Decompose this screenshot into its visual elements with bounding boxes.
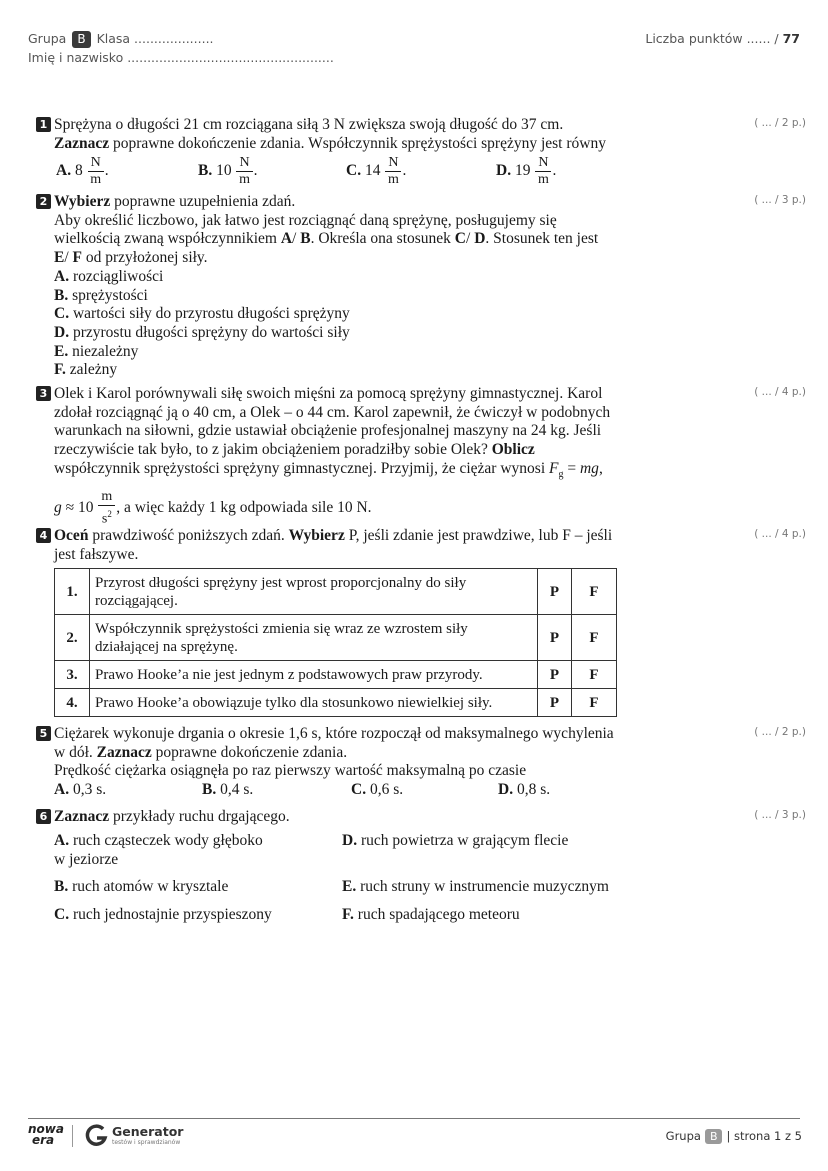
header-group-line [28,31,214,48]
instruction-keyword: Zaznacz [54,808,110,825]
points-label: Liczba punktów ...... / [645,31,779,46]
option-c[interactable]: C. ruch jednostajnie przyspieszony [54,906,272,923]
true-false-table [54,568,617,717]
question-text: w dół. Zaznacz poprawne dokończenie zdania. [54,743,348,761]
false-option[interactable]: F [572,689,617,717]
nowa-era-logo: nowa era [28,1122,64,1147]
question-text: warunkach na siłowni, gdzie ustawiał obciążenie profesjonalnej maszyny na 24 kg. Jeśli [54,422,602,440]
question-text: współczynnik sprężystości sprężyny gimnastycznej. Przyjmij, że ciężar wynosi $F_g$ = mg, [54,459,603,480]
option-f[interactable]: F. ruch spadającego meteoru [342,906,520,923]
footer-divider [28,1118,800,1119]
option-d[interactable]: D. przyrostu długości sprężyny do wartości siły [54,323,350,341]
question-text: Prędkość ciężarka osiągnęła po raz pierwszy wartość maksymalną po czasie [54,762,527,780]
points-q1: ( ... / 2 p.) [754,117,806,129]
instruction-keyword: Wybierz [54,193,111,210]
question-3 [36,385,676,527]
false-option[interactable]: F [572,661,617,689]
footer-page-info: Grupa B | strona 1 z 5 [665,1129,802,1143]
question-text: rzeczywiście tak było, to z jakim obciążeniem poradziłby sobie Olek? Oblicz [54,441,535,459]
question-text: jest fałszywe. [54,545,139,563]
group-label: Grupa [28,31,67,46]
question-number: 5 [36,726,51,741]
option-c[interactable]: C. 0,6 s. [351,781,404,799]
logo-separator [72,1125,73,1147]
option-a[interactable]: A. 0,3 s. [54,781,107,799]
true-option[interactable]: P [538,569,572,615]
option-c[interactable]: C. 14 $\frac{N}{m}$ . [346,155,407,188]
option-b[interactable]: B. sprężystości [54,286,148,304]
group-badge: B [72,31,90,48]
option-e[interactable]: E. niezależny [54,342,139,360]
table-row: 4. Prawo Hooke’a obowiązuje tylko dla stosunkowo niewielkiej siły. P F [55,689,617,717]
points-q4: ( ... / 4 p.) [754,528,806,540]
option-f[interactable]: F. zależny [54,361,118,379]
option-b[interactable]: B. 10 $\frac{N}{m}$ . [198,155,258,188]
option-e[interactable]: E. ruch struny w instrumencie muzycznym [342,878,609,895]
question-number: 2 [36,194,51,209]
generator-logo-icon [84,1123,108,1149]
option-d[interactable]: D. 19 $\frac{N}{m}$ . [496,155,557,188]
false-option[interactable]: F [572,615,617,661]
points-q3: ( ... / 4 p.) [754,386,806,398]
option-a[interactable]: A. rozciągliwości [54,267,164,285]
question-2: 2 Wybierz poprawne uzupełnienia zdań. Aby określić liczbowo, jak łatwo jest rozciągnąć daną sprężynę, posługujemy się wielkością zwaną współczynnikiem A/ B. Określa ona stosunek C/ D. Stosunek ten jest E/ F od przyłożonej siły. A. rozciągliwości B. sprężystości C. wartości siły do przyrostu długości sprężyny D. przyrostu długości sprężyny do wartości siły E. niezależny F. zależny [36,193,676,380]
points-total-value: 77 [782,31,800,46]
option-b[interactable]: B. 0,4 s. [202,781,254,799]
true-option[interactable]: P [538,689,572,717]
points-total [645,31,800,46]
question-text: poprawne dokończenie zdania. Współczynnik sprężystości sprężyny jest równy [109,134,606,152]
instruction-keyword: Oceń [54,527,89,544]
question-4: 4 Oceń prawdziwość poniższych zdań. Wybierz P, jeśli zdanie jest prawdziwe, lub F – jeśli jest fałszywe. [36,527,676,564]
question-5 [36,725,676,800]
question-6: 6 Zaznacz przykłady ruchu drgającego. [36,808,676,827]
question-text: g ≈ 10 $\frac{m}{s^2}$ , a więc każdy 1 kg odpowiada sile 10 N. [54,488,372,527]
option-a[interactable]: A. 8 $\frac{N}{m}$ . [56,155,109,188]
table-row: 1. Przyrost długości sprężyny jest wprost proporcjonalny do siły rozciągającej. P F [55,569,617,615]
false-option[interactable]: F [572,569,617,615]
question-text: Aby określić liczbowo, jak łatwo jest rozciągnąć daną sprężynę, posługujemy się [54,211,557,229]
q1-options [36,153,676,191]
generator-logo: Generator testów i sprawdzianów [112,1124,184,1146]
option-a[interactable]: A. ruch cząsteczek wody głęboko w jeziorze [54,832,263,868]
true-option[interactable]: P [538,661,572,689]
footer-group-badge: B [705,1129,723,1144]
option-d[interactable]: D. ruch powietrza w grającym flecie [342,832,569,849]
q5-options [54,781,676,800]
points-q5: ( ... / 2 p.) [754,726,806,738]
question-text: Olek i Karol porównywali siłę swoich mięśni za pomocą sprężyny gimnastycznej. Karol [54,385,603,402]
question-text: Sprężyna o długości 21 cm rozciągana siłą 3 N zwiększa swoją długość do 37 cm. [54,116,564,133]
question-text: wielkością zwaną współczynnikiem A/ B. Określa ona stosunek C/ D. Stosunek ten jest [54,230,599,248]
option-b[interactable]: B. ruch atomów w krysztale [54,878,229,895]
question-text: E/ F od przyłożonej siły. [54,249,208,267]
table-row: 3. Prawo Hooke’a nie jest jednym z podstawowych praw przyrody. P F [55,661,617,689]
option-c[interactable]: C. wartości siły do przyrostu długości sprężyny [54,305,350,323]
instruction-keyword: Zaznacz [54,134,110,152]
question-number: 6 [36,809,51,824]
page-number: | strona 1 z 5 [726,1129,802,1143]
table-row: 2. Współczynnik sprężystości zmienia się wraz ze wzrostem siły działającej na sprężynę. P F [55,615,617,661]
name-field[interactable]: Imię i nazwisko .................................................... [28,50,334,65]
question-number: 3 [36,386,51,401]
points-q6: ( ... / 3 p.) [754,809,806,821]
points-q2: ( ... / 3 p.) [754,194,806,206]
true-option[interactable]: P [538,615,572,661]
question-number: 4 [36,528,51,543]
question-text: Ciężarek wykonuje drgania o okresie 1,6 s, które rozpoczął od maksymalnego wychylenia [54,725,614,742]
option-d[interactable]: D. 0,8 s. [498,781,551,799]
question-number: 1 [36,117,51,132]
question-text: zdołał rozciągnąć ją o 40 cm, a Olek – o 44 cm. Karol zapewnił, że ćwiczył w podobnych [54,403,611,421]
class-field[interactable]: Klasa .................... [96,31,214,46]
question-1 [36,116,676,191]
